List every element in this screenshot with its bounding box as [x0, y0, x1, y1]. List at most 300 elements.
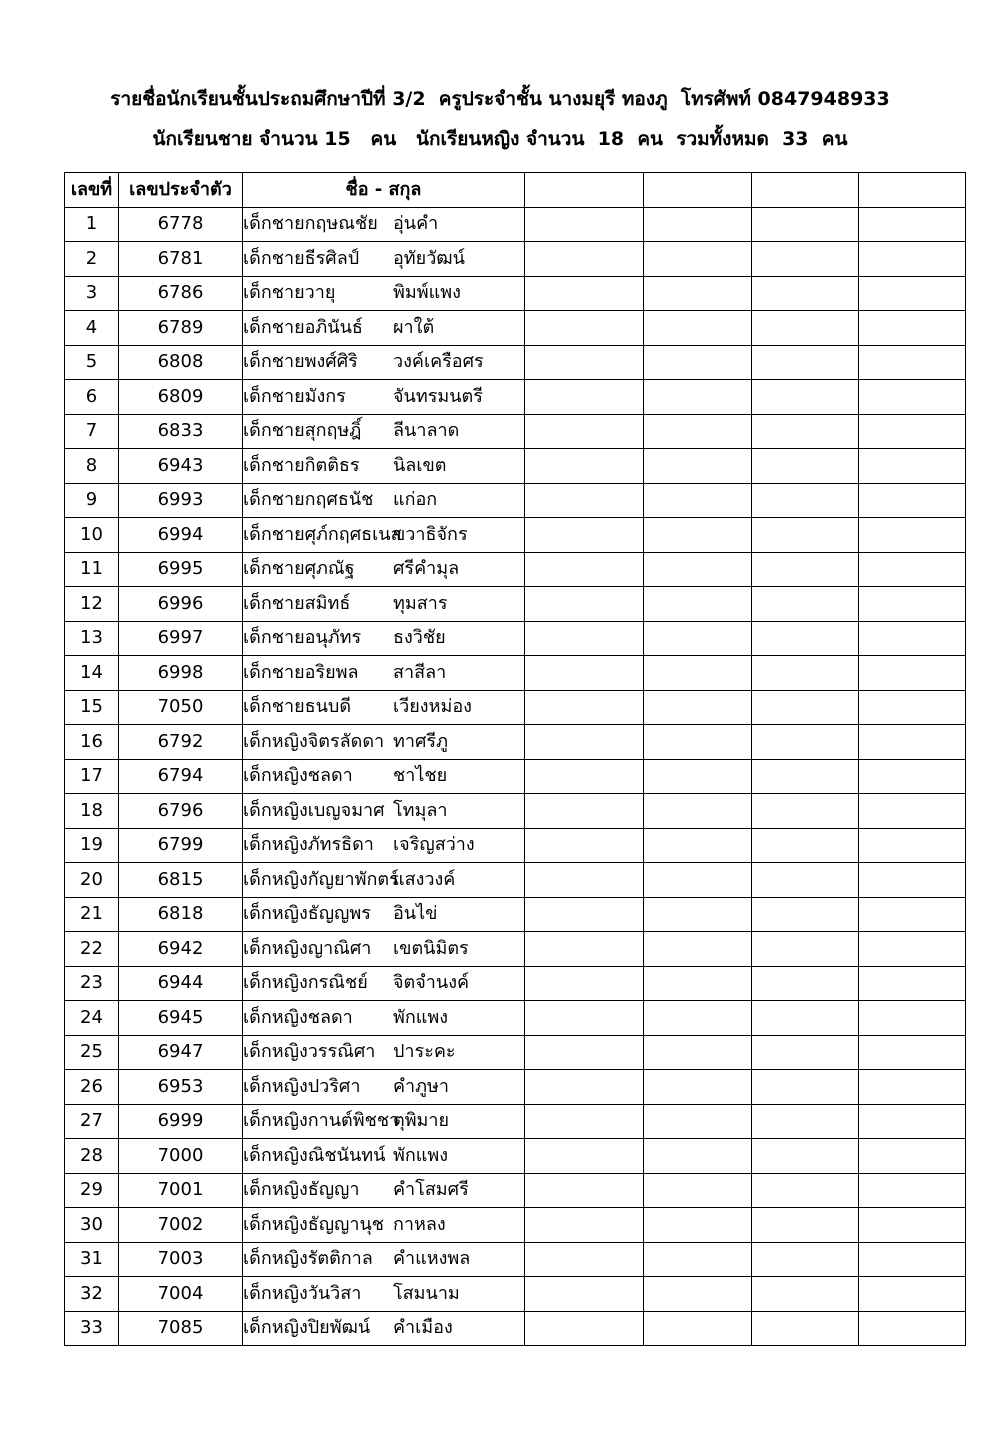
student-name	[243, 483, 525, 518]
table-row	[65, 1208, 966, 1243]
blank-cell	[752, 621, 859, 656]
page-subtitle: นักเรียนชาย จำนวน 15 คน นักเรียนหญิง จำนวน 18 คน รวมทั้งหมด 33 คน	[152, 128, 848, 150]
blank-cell	[752, 794, 859, 829]
student-id: 6833	[119, 414, 243, 449]
student-id: 6993	[119, 483, 243, 518]
blank-cell	[752, 1311, 859, 1346]
student-name	[243, 794, 525, 829]
row-number: 33	[65, 1311, 119, 1346]
student-name	[243, 1070, 525, 1105]
student-last-name: คำเมือง	[393, 1317, 453, 1339]
row-number: 29	[65, 1173, 119, 1208]
blank-cell	[644, 345, 752, 380]
blank-cell	[525, 276, 644, 311]
row-number: 14	[65, 656, 119, 691]
table-row	[65, 276, 966, 311]
blank-cell	[752, 863, 859, 898]
blank-cell	[752, 380, 859, 415]
table-row	[65, 966, 966, 1001]
student-name	[243, 690, 525, 725]
table-row	[65, 552, 966, 587]
blank-cell	[525, 552, 644, 587]
student-first-name: เด็กหญิงญาณิศา	[243, 937, 372, 959]
table-row	[65, 518, 966, 553]
student-first-name: เด็กหญิงจิตรลัดดา	[243, 730, 385, 752]
blank-cell	[752, 690, 859, 725]
blank-cell	[752, 587, 859, 622]
student-first-name: เด็กชายอริยพล	[243, 661, 359, 683]
student-id: 7050	[119, 690, 243, 725]
table-row	[65, 242, 966, 277]
student-last-name: จิตจำนงค์	[393, 972, 470, 994]
blank-cell	[525, 449, 644, 484]
blank-cell	[859, 1311, 966, 1346]
column-header-blank	[859, 173, 966, 208]
student-name	[243, 725, 525, 760]
student-last-name: ผาใต้	[393, 316, 435, 338]
table-row	[65, 311, 966, 346]
blank-cell	[859, 587, 966, 622]
student-last-name: สาสีลา	[393, 661, 447, 683]
student-id: 6943	[119, 449, 243, 484]
student-id: 7004	[119, 1277, 243, 1312]
student-id: 6995	[119, 552, 243, 587]
blank-cell	[644, 276, 752, 311]
student-first-name: เด็กหญิงธัญญา	[243, 1179, 360, 1201]
student-first-name: เด็กชายกฤษณชัย	[243, 213, 378, 235]
blank-cell	[644, 587, 752, 622]
blank-cell	[525, 345, 644, 380]
blank-cell	[859, 276, 966, 311]
blank-cell	[525, 1139, 644, 1174]
blank-cell	[644, 794, 752, 829]
blank-cell	[859, 794, 966, 829]
student-id: 6818	[119, 897, 243, 932]
blank-cell	[525, 1208, 644, 1243]
row-number: 5	[65, 345, 119, 380]
blank-cell	[644, 380, 752, 415]
row-number: 3	[65, 276, 119, 311]
table-row	[65, 207, 966, 242]
table-row	[65, 483, 966, 518]
blank-cell	[525, 207, 644, 242]
row-number: 21	[65, 897, 119, 932]
student-id: 6994	[119, 518, 243, 553]
blank-cell	[859, 828, 966, 863]
row-number: 19	[65, 828, 119, 863]
blank-cell	[752, 1104, 859, 1139]
blank-cell	[525, 690, 644, 725]
student-name	[243, 828, 525, 863]
student-first-name: เด็กชายกฤศธนัช	[243, 489, 374, 511]
student-id: 6781	[119, 242, 243, 277]
table-row	[65, 794, 966, 829]
blank-cell	[752, 483, 859, 518]
student-id: 7085	[119, 1311, 243, 1346]
blank-cell	[859, 518, 966, 553]
blank-cell	[644, 828, 752, 863]
student-first-name: เด็กชายธนบดี	[243, 696, 352, 718]
blank-cell	[644, 311, 752, 346]
blank-cell	[644, 863, 752, 898]
student-last-name: คำภูษา	[393, 1075, 449, 1097]
student-last-name: ปาระคะ	[393, 1041, 456, 1063]
blank-cell	[752, 1173, 859, 1208]
row-number: 12	[65, 587, 119, 622]
blank-cell	[859, 242, 966, 277]
row-number: 28	[65, 1139, 119, 1174]
blank-cell	[859, 311, 966, 346]
table-header-row	[65, 173, 966, 208]
row-number: 7	[65, 414, 119, 449]
student-first-name: เด็กหญิงกานต์พิชชา	[243, 1110, 400, 1132]
blank-cell	[752, 414, 859, 449]
blank-cell	[752, 966, 859, 1001]
blank-cell	[859, 1173, 966, 1208]
row-number: 25	[65, 1035, 119, 1070]
student-last-name: ศรีคำมุล	[393, 558, 460, 580]
student-id: 6794	[119, 759, 243, 794]
blank-cell	[525, 311, 644, 346]
blank-cell	[644, 1208, 752, 1243]
table-row	[65, 656, 966, 691]
student-id: 6786	[119, 276, 243, 311]
blank-cell	[752, 449, 859, 484]
blank-cell	[859, 1035, 966, 1070]
table-row	[65, 1035, 966, 1070]
student-last-name: เวียงหม่อง	[393, 696, 472, 718]
student-first-name: เด็กชายมังกร	[243, 385, 346, 407]
column-header-name: ชื่อ - สกุล	[243, 173, 525, 208]
table-row	[65, 587, 966, 622]
student-first-name: เด็กหญิงชลดา	[243, 1006, 353, 1028]
row-number: 1	[65, 207, 119, 242]
student-last-name: ทาศรีภู	[393, 730, 448, 752]
row-number: 10	[65, 518, 119, 553]
blank-cell	[859, 725, 966, 760]
student-name	[243, 966, 525, 1001]
blank-cell	[859, 1277, 966, 1312]
table-row	[65, 1070, 966, 1105]
row-number: 2	[65, 242, 119, 277]
blank-cell	[752, 1242, 859, 1277]
student-id: 6998	[119, 656, 243, 691]
blank-cell	[644, 207, 752, 242]
student-last-name: กาหลง	[393, 1213, 446, 1235]
student-name	[243, 1104, 525, 1139]
blank-cell	[644, 1104, 752, 1139]
blank-cell	[525, 897, 644, 932]
student-name	[243, 345, 525, 380]
blank-cell	[859, 345, 966, 380]
blank-cell	[859, 863, 966, 898]
student-last-name: แสงวงค์	[393, 868, 456, 890]
blank-cell	[644, 621, 752, 656]
blank-cell	[525, 1035, 644, 1070]
blank-cell	[644, 1173, 752, 1208]
student-name	[243, 1311, 525, 1346]
blank-cell	[752, 897, 859, 932]
student-id: 6947	[119, 1035, 243, 1070]
row-number: 16	[65, 725, 119, 760]
student-first-name: เด็กหญิงภัทรธิดา	[243, 834, 374, 856]
student-name	[243, 552, 525, 587]
table-row	[65, 759, 966, 794]
table-row	[65, 621, 966, 656]
student-name	[243, 276, 525, 311]
row-number: 22	[65, 932, 119, 967]
blank-cell	[752, 656, 859, 691]
student-id: 6997	[119, 621, 243, 656]
student-last-name: ลีนาลาด	[393, 420, 460, 442]
blank-cell	[752, 1139, 859, 1174]
student-first-name: เด็กชายอนุภัทร	[243, 627, 362, 649]
blank-cell	[644, 242, 752, 277]
row-number: 9	[65, 483, 119, 518]
blank-cell	[644, 656, 752, 691]
row-number: 15	[65, 690, 119, 725]
student-name	[243, 863, 525, 898]
blank-cell	[525, 1104, 644, 1139]
blank-cell	[752, 345, 859, 380]
student-name	[243, 1208, 525, 1243]
student-last-name: เขตนิมิตร	[393, 937, 469, 959]
row-number: 6	[65, 380, 119, 415]
student-id: 7002	[119, 1208, 243, 1243]
student-id: 6808	[119, 345, 243, 380]
blank-cell	[859, 207, 966, 242]
blank-cell	[525, 1001, 644, 1036]
row-number: 30	[65, 1208, 119, 1243]
blank-cell	[752, 932, 859, 967]
row-number: 18	[65, 794, 119, 829]
blank-cell	[644, 1139, 752, 1174]
student-name	[243, 518, 525, 553]
student-id: 6945	[119, 1001, 243, 1036]
blank-cell	[644, 966, 752, 1001]
blank-cell	[525, 1277, 644, 1312]
student-id: 6815	[119, 863, 243, 898]
table-row	[65, 449, 966, 484]
blank-cell	[752, 276, 859, 311]
blank-cell	[752, 552, 859, 587]
student-first-name: เด็กหญิงปิยพัฒน์	[243, 1317, 371, 1339]
blank-cell	[859, 759, 966, 794]
student-name	[243, 932, 525, 967]
table-row	[65, 345, 966, 380]
blank-cell	[525, 759, 644, 794]
row-number: 26	[65, 1070, 119, 1105]
blank-cell	[525, 794, 644, 829]
blank-cell	[644, 897, 752, 932]
blank-cell	[752, 725, 859, 760]
blank-cell	[859, 966, 966, 1001]
student-first-name: เด็กชายพงศ์ศิริ	[243, 351, 358, 373]
blank-cell	[752, 828, 859, 863]
student-last-name: อินไข่	[393, 903, 438, 925]
table-row	[65, 1173, 966, 1208]
blank-cell	[525, 966, 644, 1001]
student-name	[243, 656, 525, 691]
table-row	[65, 690, 966, 725]
blank-cell	[525, 1242, 644, 1277]
blank-cell	[525, 725, 644, 760]
student-first-name: เด็กชายศุภณัฐ	[243, 558, 355, 580]
blank-cell	[525, 587, 644, 622]
blank-cell	[644, 690, 752, 725]
blank-cell	[752, 207, 859, 242]
student-last-name: คำโสมศรี	[393, 1179, 469, 1201]
column-header-number: เลขที่	[65, 173, 119, 208]
student-id: 6789	[119, 311, 243, 346]
blank-cell	[644, 449, 752, 484]
row-number: 27	[65, 1104, 119, 1139]
student-first-name: เด็กหญิงธัญญพร	[243, 903, 371, 925]
column-header-blank	[644, 173, 752, 208]
student-name	[243, 1139, 525, 1174]
blank-cell	[525, 1173, 644, 1208]
blank-cell	[644, 518, 752, 553]
student-name	[243, 414, 525, 449]
student-last-name: วงค์เครือศร	[393, 351, 484, 373]
blank-cell	[859, 1070, 966, 1105]
blank-cell	[644, 759, 752, 794]
student-id: 6799	[119, 828, 243, 863]
student-id: 7001	[119, 1173, 243, 1208]
blank-cell	[859, 1242, 966, 1277]
table-row	[65, 725, 966, 760]
blank-cell	[525, 863, 644, 898]
blank-cell	[752, 1208, 859, 1243]
student-name	[243, 1173, 525, 1208]
blank-cell	[859, 449, 966, 484]
row-number: 32	[65, 1277, 119, 1312]
table-row	[65, 1277, 966, 1312]
column-header-blank	[525, 173, 644, 208]
blank-cell	[859, 897, 966, 932]
student-id: 6944	[119, 966, 243, 1001]
blank-cell	[644, 1311, 752, 1346]
blank-cell	[859, 483, 966, 518]
student-name	[243, 621, 525, 656]
student-first-name: เด็กหญิงธัญญานุช	[243, 1213, 385, 1235]
student-name	[243, 311, 525, 346]
student-last-name: ชาไชย	[393, 765, 448, 787]
student-first-name: เด็กชายวายุ	[243, 282, 336, 304]
blank-cell	[525, 621, 644, 656]
student-first-name: เด็กหญิงณิชนันทน์	[243, 1144, 386, 1166]
student-id: 6778	[119, 207, 243, 242]
student-first-name: เด็กชายสมิทธ์	[243, 592, 351, 614]
student-id: 6809	[119, 380, 243, 415]
student-last-name: โสมนาม	[393, 1282, 460, 1304]
blank-cell	[644, 483, 752, 518]
column-header-blank	[752, 173, 859, 208]
blank-cell	[525, 518, 644, 553]
student-last-name: แก่อก	[393, 489, 438, 511]
student-id: 7000	[119, 1139, 243, 1174]
blank-cell	[644, 1035, 752, 1070]
student-first-name: เด็กหญิงชลดา	[243, 765, 353, 787]
blank-cell	[525, 1070, 644, 1105]
blank-cell	[644, 1277, 752, 1312]
table-row	[65, 1139, 966, 1174]
table-body	[65, 207, 966, 1346]
student-name	[243, 1035, 525, 1070]
student-name	[243, 1277, 525, 1312]
blank-cell	[644, 932, 752, 967]
page-title: รายชื่อนักเรียนชั้นประถมศึกษาปีที่ 3/2 ครูประจำชั้น นางมยุรี ทองภู โทรศัพท์ 0847948933	[110, 88, 890, 110]
student-name	[243, 897, 525, 932]
student-first-name: เด็กชายอภินันธ์	[243, 316, 363, 338]
student-last-name: ตุพิมาย	[393, 1110, 450, 1132]
student-first-name: เด็กหญิงรัตติกาล	[243, 1248, 373, 1270]
blank-cell	[859, 932, 966, 967]
blank-cell	[859, 414, 966, 449]
table-row	[65, 1311, 966, 1346]
blank-cell	[525, 1311, 644, 1346]
student-last-name: ขวาธิจักร	[393, 523, 468, 545]
student-name	[243, 1001, 525, 1036]
student-last-name: อุทัยวัฒน์	[393, 247, 465, 269]
student-roster-table	[64, 172, 966, 1346]
student-first-name: เด็กหญิงปวริศา	[243, 1075, 361, 1097]
row-number: 20	[65, 863, 119, 898]
student-last-name: คำแหงพล	[393, 1248, 471, 1270]
blank-cell	[859, 621, 966, 656]
table-row	[65, 1001, 966, 1036]
blank-cell	[525, 380, 644, 415]
blank-cell	[752, 242, 859, 277]
blank-cell	[859, 690, 966, 725]
student-last-name: เจริญสว่าง	[393, 834, 475, 856]
blank-cell	[859, 1139, 966, 1174]
blank-cell	[525, 483, 644, 518]
student-first-name: เด็กชายกิตติธร	[243, 454, 360, 476]
blank-cell	[752, 1277, 859, 1312]
student-name	[243, 380, 525, 415]
student-id: 6999	[119, 1104, 243, 1139]
table-row	[65, 414, 966, 449]
blank-cell	[525, 414, 644, 449]
student-name	[243, 759, 525, 794]
student-last-name: ทุมสาร	[393, 592, 448, 614]
student-id: 7003	[119, 1242, 243, 1277]
blank-cell	[525, 828, 644, 863]
blank-cell	[644, 414, 752, 449]
student-last-name: พักแพง	[393, 1144, 449, 1166]
blank-cell	[752, 1070, 859, 1105]
blank-cell	[859, 552, 966, 587]
student-first-name: เด็กหญิงวันวิสา	[243, 1282, 362, 1304]
row-number: 23	[65, 966, 119, 1001]
table-row	[65, 863, 966, 898]
blank-cell	[644, 1001, 752, 1036]
blank-cell	[525, 932, 644, 967]
blank-cell	[859, 1001, 966, 1036]
row-number: 24	[65, 1001, 119, 1036]
blank-cell	[525, 242, 644, 277]
student-id: 6942	[119, 932, 243, 967]
row-number: 4	[65, 311, 119, 346]
blank-cell	[752, 1035, 859, 1070]
row-number: 13	[65, 621, 119, 656]
blank-cell	[644, 1242, 752, 1277]
blank-cell	[752, 1001, 859, 1036]
student-first-name: เด็กหญิงวรรณิศา	[243, 1041, 376, 1063]
table-row	[65, 932, 966, 967]
blank-cell	[644, 1070, 752, 1105]
